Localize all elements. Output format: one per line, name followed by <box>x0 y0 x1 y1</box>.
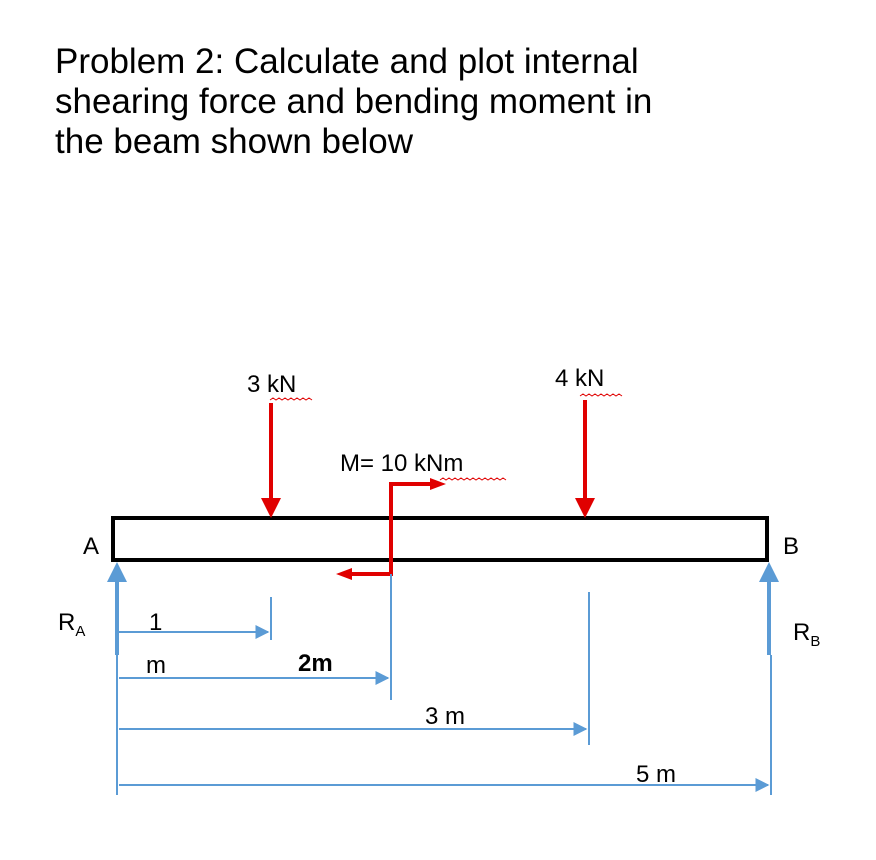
spellcheck-underline-2 <box>580 394 622 396</box>
beam <box>113 518 767 560</box>
point-load-arrow-2 <box>575 400 595 518</box>
point-load-label-2: 4 kN <box>555 365 605 392</box>
dimension-label-1m-top: 1 <box>149 609 163 636</box>
spellcheck-underline-1 <box>270 398 312 400</box>
dimension-label-5m: 5 m <box>636 761 677 788</box>
reaction-label-b: $R_B$ <box>793 619 821 650</box>
reaction-arrow-a <box>107 562 127 655</box>
end-label-b: B <box>783 533 800 560</box>
reaction-arrow-b <box>759 562 779 655</box>
title-line-3: the beam shown below <box>55 122 413 161</box>
end-label-a: A <box>83 533 100 560</box>
point-load-arrow-1 <box>261 403 281 518</box>
point-load-label-1: 3 kN <box>247 371 297 398</box>
title-line-2: shearing force and bending moment in <box>55 82 653 121</box>
title-line-1: Problem 2: Calculate and plot internal <box>55 42 639 81</box>
spellcheck-underline-3 <box>440 478 506 480</box>
reaction-label-a: $R_A$ <box>58 609 86 640</box>
dimension-label-3m: 3 m <box>425 703 466 730</box>
dimension-label-2m: 2m <box>298 650 333 677</box>
moment-label: M= 10 kNm <box>340 450 464 477</box>
dimension-label-1m-bottom: m <box>146 652 166 679</box>
